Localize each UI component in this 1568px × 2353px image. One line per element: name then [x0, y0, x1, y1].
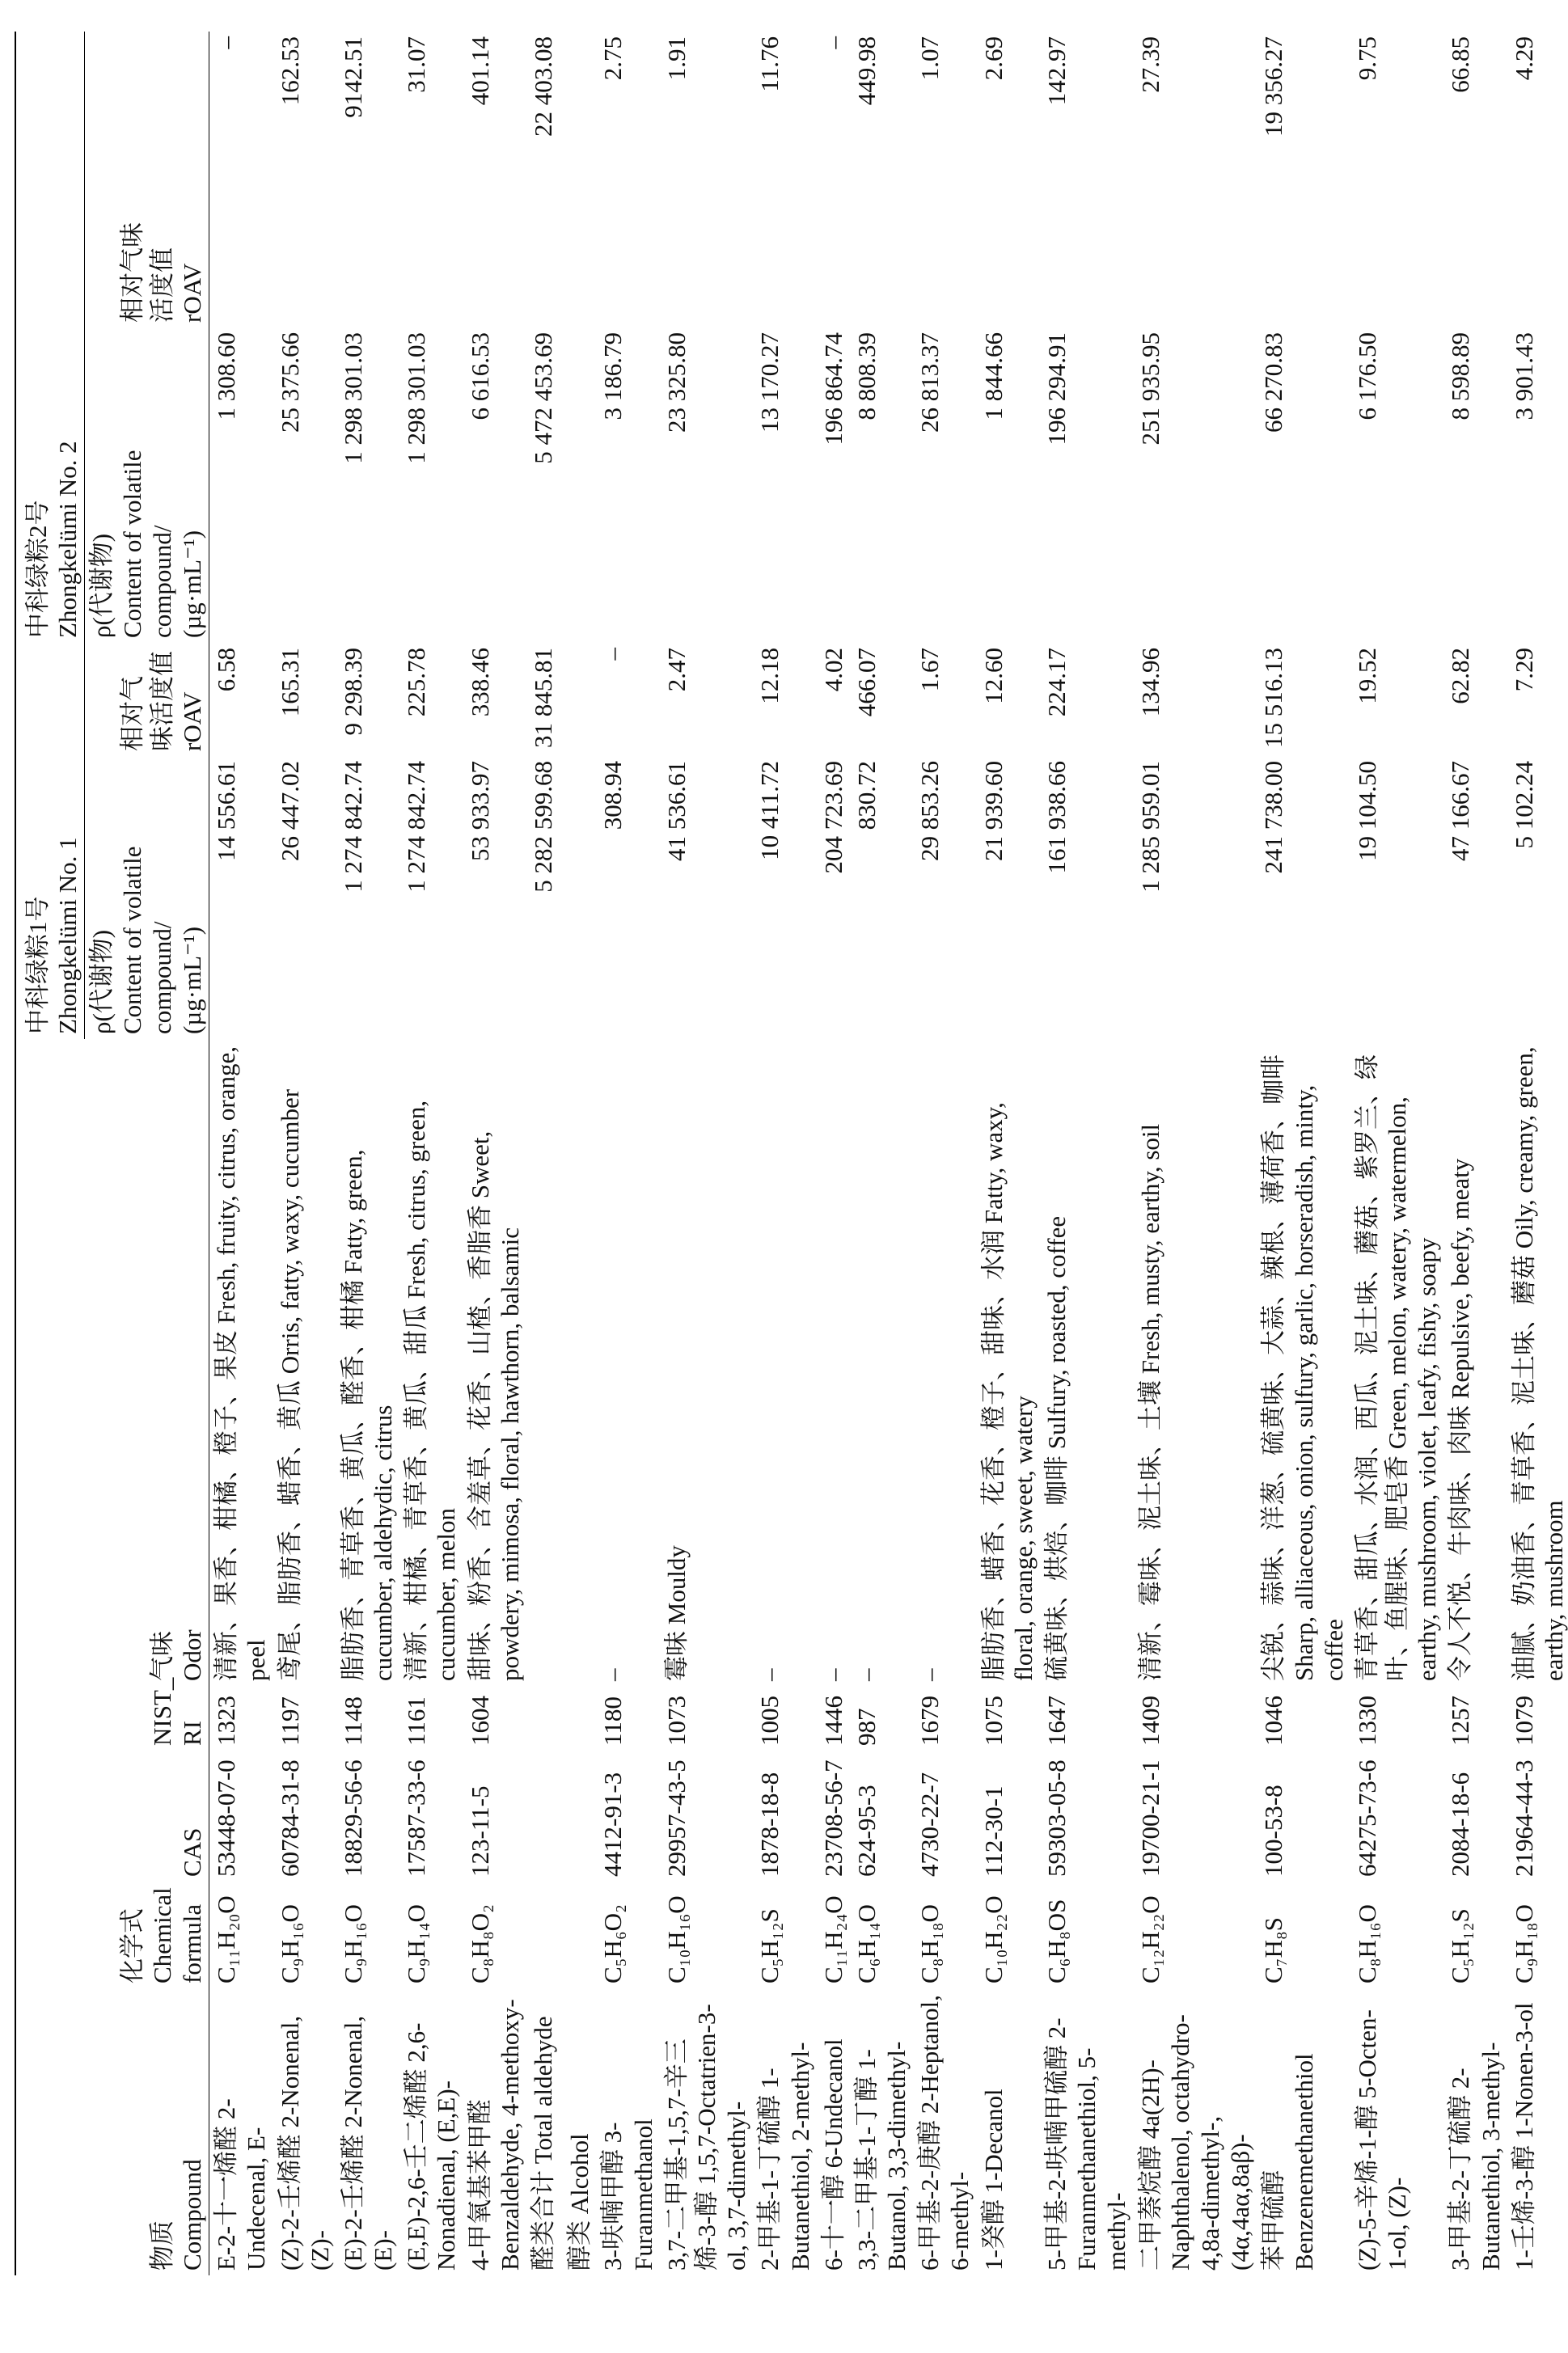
content-1-cell: 26 447.02: [275, 761, 304, 861]
ri-cell: 1409: [1135, 1696, 1164, 1746]
roav-2-cell: –: [212, 36, 241, 49]
roav-1-cell: 466.07: [852, 647, 881, 717]
odor-cell: –: [598, 1668, 628, 1681]
roav-1-cell: 6.58: [212, 647, 241, 692]
compound-cell: 5-甲基-2-呋喃甲硫醇 2-Furanmethanethiol, 5-methyl-: [1042, 2017, 1131, 2271]
compound-cell: 4-甲氧基苯甲醛 Benzaldehyde, 4-methoxy-: [465, 1999, 524, 2271]
formula-cell: C₅H₁₂S: [755, 1908, 784, 1983]
content-1-cell: 19 104.50: [1352, 761, 1381, 861]
content-1-cell: 10 411.72: [755, 761, 784, 860]
table-row: [1040, 32, 1134, 2275]
table-row: [913, 32, 976, 2275]
odor-cell: 清新、霉味、泥土味、土壤 Fresh, musty, earthy, soil: [1135, 1123, 1164, 1681]
formula-cell: C₇H₈S: [1259, 1917, 1288, 1983]
compound-cell: 1-癸醇 1-Decanol: [978, 2089, 1008, 2271]
formula-cell: C₉H₁₆O: [338, 1904, 367, 1983]
roav-1-cell: 31 845.81: [529, 647, 557, 748]
content-2-cell: 196 294.91: [1042, 332, 1071, 446]
roav-2-cell: 19 356.27: [1259, 36, 1288, 137]
formula-cell: C₈H₁₆O: [1352, 1904, 1381, 1983]
ri-cell: 1330: [1352, 1696, 1381, 1746]
table-row: [1443, 32, 1507, 2275]
odor-cell: 尖锐、蒜味、洋葱、硫黄味、大蒜、辣根、薄荷香、咖啡 Sharp, alliaceous, onion, sulfury, garlic, horseradish, minty, coffee: [1259, 1054, 1348, 1681]
table-header: [15, 32, 209, 2275]
ri-cell: 1075: [978, 1696, 1008, 1746]
roav-2-cell: 4.29: [1509, 36, 1538, 81]
content-2-cell: 1 298 301.03: [338, 332, 367, 464]
content-1-cell: 241 738.00: [1259, 761, 1288, 874]
cas-cell: 112-30-1: [978, 1785, 1008, 1877]
ri-cell: 1323: [212, 1696, 241, 1746]
cas-cell: 100-53-8: [1259, 1785, 1288, 1877]
roav-1-cell: 9 298.39: [338, 647, 367, 736]
compound-cell: 6-甲基-2-庚醇 2-Heptanol, 6-methyl-: [915, 1995, 974, 2271]
compound-cell: 3,7-二甲基-1,5,7-辛三烯-3-醇 1,5,7-Octatrien-3-ol, 3,7-dimethyl-: [661, 2004, 751, 2271]
cas-cell: 21964-44-3: [1509, 1759, 1538, 1877]
table-row: [596, 32, 659, 2275]
content-2-cell: 6 616.53: [465, 332, 494, 420]
table-row: [463, 32, 526, 2275]
content-2-cell: 1 844.66: [978, 332, 1008, 420]
odor-cell: 霉味 Mouldy: [661, 1545, 691, 1681]
ri-cell: 1446: [818, 1696, 847, 1746]
cas-cell: 23708-56-7: [818, 1759, 847, 1877]
ri-cell: 1647: [1042, 1696, 1071, 1746]
table-row: [1350, 32, 1444, 2275]
formula-cell: C₅H₁₂S: [1446, 1908, 1475, 1983]
content-1-cell: 830.72: [852, 761, 881, 830]
compound-cell: 醛类合计 Total aldehyde: [529, 2016, 557, 2271]
cas-cell: 1878-18-8: [755, 1772, 784, 1877]
content-2-cell: 66 270.83: [1259, 332, 1288, 433]
table-row: [753, 32, 816, 2275]
roav-2-cell: 449.98: [852, 36, 881, 106]
ri-cell: 1161: [402, 1696, 431, 1746]
ri-cell: 987: [852, 1708, 881, 1746]
formula-cell: C₅H₆O₂: [598, 1904, 628, 1983]
formula-cell: C₁₁H₂₀O: [212, 1895, 241, 1983]
roav-1-cell: 165.31: [275, 647, 304, 717]
roav-2-cell: 2.69: [978, 36, 1008, 81]
compound-cell: 3-呋喃甲醇 3-Furanmethanol: [598, 2119, 657, 2271]
table-row: [1507, 32, 1568, 2275]
header-content-2: ρ(代谢物) Content of volatile compound/ (µg·mL⁻¹): [87, 450, 206, 638]
compound-cell: 6-十一醇 6-Undecanol: [818, 2038, 847, 2271]
section-row: [560, 32, 596, 2275]
content-1-cell: 1 274 842.74: [402, 761, 431, 893]
ri-cell: 1604: [465, 1696, 494, 1746]
cas-cell: [526, 1751, 560, 1882]
odor-cell: –: [915, 1668, 945, 1681]
cas-cell: 4730-22-7: [915, 1772, 945, 1877]
content-2-cell: 3 186.79: [598, 332, 628, 420]
cas-cell: 4412-91-3: [598, 1772, 628, 1877]
cas-cell: 60784-31-8: [275, 1759, 304, 1877]
roav-1-cell: 62.82: [1446, 647, 1475, 704]
content-2-cell: 3 901.43: [1509, 332, 1538, 420]
content-1-cell: 204 723.69: [818, 761, 847, 874]
roav-2-cell: 401.14: [465, 36, 494, 106]
ri-cell: 1073: [661, 1696, 691, 1746]
content-1-cell: 47 166.67: [1446, 761, 1475, 861]
roav-1-cell: 7.29: [1509, 647, 1538, 692]
odor-cell: 脂肪香、青草香、黄瓜、醛香、柑橘 Fatty, green, cucumber, aldehydic, citrus: [338, 1149, 398, 1681]
odor-cell: –: [755, 1668, 784, 1681]
formula-cell: C₁₀H₁₆O: [661, 1895, 691, 1983]
ri-cell: 1046: [1259, 1696, 1288, 1746]
cas-cell: 59303-05-8: [1042, 1759, 1071, 1877]
content-1-cell: 14 556.61: [212, 761, 241, 861]
formula-cell: C₉H₁₆O: [275, 1904, 304, 1983]
header-compound: 物质 Compound: [147, 2159, 206, 2271]
roav-1-cell: 2.47: [661, 647, 691, 692]
ri-cell: 1180: [598, 1696, 628, 1746]
content-1-cell: 41 536.61: [661, 761, 691, 861]
ri-cell: 1079: [1509, 1696, 1538, 1746]
table-body: [209, 32, 1568, 2275]
formula-cell: [526, 1882, 560, 1988]
compound-cell: 二甲萘烷醇 4a(2H)-Naphthalenol, octahydro-4,8a-dimethyl-,(4α,4aα,8aβ)-: [1135, 2014, 1255, 2271]
roav-2-cell: –: [818, 36, 847, 49]
table-row: [273, 32, 336, 2275]
odor-cell: –: [818, 1668, 847, 1681]
cas-cell: 2084-18-6: [1446, 1772, 1475, 1877]
header-ri: NIST_ RI: [147, 1677, 206, 1746]
roav-1-cell: 19.52: [1352, 647, 1381, 704]
table-row: [850, 32, 913, 2275]
formula-cell: C₁₀H₂₂O: [978, 1895, 1008, 1983]
table-row: [977, 32, 1040, 2275]
compound-cell: 3,3-二甲基-1-丁醇 1-Butanol, 3,3-dimethyl-: [852, 2041, 911, 2271]
odor-cell: [526, 1039, 560, 1686]
cas-cell: 53448-07-0: [212, 1759, 241, 1877]
content-1-cell: 5 102.24: [1509, 761, 1538, 849]
cas-cell: 17587-33-6: [402, 1759, 431, 1877]
content-1-cell: 53 933.97: [465, 761, 494, 861]
content-2-cell: 13 170.27: [755, 332, 784, 433]
compound-cell: 1-壬烯-3-醇 1-Nonen-3-ol: [1509, 2002, 1538, 2271]
content-2-cell: 196 864.74: [818, 332, 847, 446]
roav-1-cell: 134.96: [1135, 647, 1164, 717]
volatile-compounds-table: [15, 32, 1568, 2275]
content-1-cell: 29 853.26: [915, 761, 945, 861]
roav-1-cell: 12.60: [978, 647, 1008, 704]
formula-cell: C₈H₁₈O: [915, 1904, 945, 1983]
formula-cell: C₈H₈O₂: [465, 1904, 494, 1983]
odor-cell: 鸢尾、脂肪香、蜡香、黄瓜 Orris, fatty, waxy, cucumber: [275, 1088, 304, 1681]
cas-cell: 64275-73-6: [1352, 1759, 1381, 1877]
cas-cell: 19700-21-1: [1135, 1759, 1164, 1877]
header-sample-2: 中科绿粽2号 Zhongkelümi No. 2: [15, 32, 85, 643]
table-row: [817, 32, 850, 2275]
compound-cell: (Z)-5-辛烯-1-醇 5-Octen-1-ol, (Z)-: [1352, 2009, 1412, 2271]
roav-1-cell: 12.18: [755, 647, 784, 704]
ri-cell: 1005: [755, 1696, 784, 1746]
cas-cell: 29957-43-5: [661, 1759, 691, 1877]
odor-cell: 清新、果香、柑橘、橙子、果皮 Fresh, fruity, citrus, orange, peel: [212, 1046, 271, 1681]
content-1-cell: 308.94: [598, 761, 628, 830]
content-2-cell: 1 308.60: [212, 332, 241, 420]
compound-cell: (E,E)-2,6-壬二烯醛 2,6-Nonadienal, (E,E)-: [402, 2022, 461, 2271]
roav-1-cell: 4.02: [818, 647, 847, 692]
content-2-cell: 8 808.39: [852, 332, 881, 420]
formula-cell: C₆H₈OS: [1042, 1899, 1071, 1983]
roav-1-cell: 1.67: [915, 647, 945, 692]
roav-1-cell: 224.17: [1042, 647, 1071, 717]
roav-1-cell: 15 516.13: [1259, 647, 1288, 748]
odor-cell: 硫黄味、烘焙、咖啡 Sulfury, roasted, coffee: [1042, 1215, 1071, 1681]
ri-cell: 1679: [915, 1696, 945, 1746]
table-row: [1257, 32, 1350, 2275]
compound-cell: 2-甲基-1-丁硫醇 1-Butanethiol, 2-methyl-: [755, 2042, 814, 2271]
table-row: [660, 32, 754, 2275]
table-row: [399, 32, 463, 2275]
odor-cell: 清新、柑橘、青草香、黄瓜、甜瓜 Fresh, citrus, green, cucumber, melon: [402, 1100, 461, 1681]
content-2-cell: 1 298 301.03: [402, 332, 431, 464]
formula-cell: C₁₂H₂₂O: [1135, 1895, 1164, 1983]
compound-cell: 苯甲硫醇 Benzenemethanethiol: [1259, 2053, 1318, 2271]
header-odor: 气味 Odor: [147, 1629, 206, 1681]
cas-cell: 123-11-5: [465, 1785, 494, 1877]
odor-cell: 甜味、粉香、含羞草、花香、山楂、香脂香 Sweet, powdery, mimosa, floral, hawthorn, balsamic: [465, 1130, 524, 1681]
odor-cell: –: [852, 1668, 881, 1681]
content-2-cell: 251 935.95: [1135, 332, 1164, 446]
roav-2-cell: 66.85: [1446, 36, 1475, 93]
roav-1-cell: 338.46: [465, 647, 494, 717]
roav-2-cell: 22 403.08: [529, 36, 557, 137]
odor-cell: 油腻、奶油香、青草香、泥土味、蘑菇 Oily, creamy, green, earthy, mushroom: [1509, 1046, 1568, 1681]
compound-cell: 3-甲基-2-丁硫醇 2-Butanethiol, 3-methyl-: [1446, 2042, 1505, 2271]
roav-2-cell: 162.53: [275, 36, 304, 106]
roav-1-cell: 225.78: [402, 647, 431, 717]
roav-2-cell: 1.07: [915, 36, 945, 81]
ri-cell: 1197: [275, 1696, 304, 1746]
content-1-cell: 1 274 842.74: [338, 761, 367, 893]
content-1-cell: 21 939.60: [978, 761, 1008, 861]
compound-cell: (E)-2-壬烯醛 2-Nonenal, (E)-: [338, 2015, 398, 2271]
header-roav-1: 相对气 味活度值 rOAV: [117, 651, 206, 751]
odor-cell: 令人不悦、牛肉味、肉味 Repulsive, beefy, meaty: [1446, 1158, 1475, 1681]
content-2-cell: 8 598.89: [1446, 332, 1475, 420]
cas-cell: 18829-56-6: [338, 1759, 367, 1877]
compound-cell: E-2-十一烯醛 2-Undecenal, E-: [212, 2098, 271, 2271]
content-2-cell: 26 813.37: [915, 332, 945, 433]
formula-cell: C₉H₁₈O: [1509, 1904, 1538, 1983]
section-label: 醇类 Alcohol: [565, 2133, 594, 2271]
header-formula: 化学式 Chemical formula: [117, 1887, 206, 1983]
formula-cell: C₁₁H₂₄O: [818, 1895, 847, 1983]
content-2-cell: 6 176.50: [1352, 332, 1381, 420]
roav-2-cell: 27.39: [1135, 36, 1164, 93]
header-roav-2: 相对气味 活度值 rOAV: [117, 222, 206, 323]
odor-cell: 青草香、甜瓜、水润、西瓜、泥土味、蘑菇、紫罗兰、绿叶、鱼腥味、肥皂香 Green, melon, watery, watermelon, earthy, mushroom, violet, leafy, fishy, soapy: [1352, 1054, 1442, 1681]
table-row: [209, 32, 273, 2275]
roav-2-cell: 1.91: [661, 36, 691, 81]
table-row: [336, 32, 399, 2275]
odor-cell: 脂肪香、蜡香、花香、橙子、甜味、水润 Fatty, waxy, floral, orange, sweet, watery: [978, 1102, 1038, 1681]
header-cas: CAS: [177, 1827, 206, 1877]
content-1-cell: 5 282 599.68: [529, 761, 557, 893]
roav-2-cell: 31.07: [402, 36, 431, 93]
ri-cell: 1257: [1446, 1696, 1475, 1746]
ri-cell: [526, 1686, 560, 1751]
roav-2-cell: 9.75: [1352, 36, 1381, 81]
header-content-1: ρ(代谢物) Content of volatile compound/ (µg·mL⁻¹): [87, 846, 206, 1034]
formula-cell: C₉H₁₄O: [402, 1904, 431, 1983]
content-2-cell: 25 375.66: [275, 332, 304, 433]
content-1-cell: 1 285 959.01: [1135, 761, 1164, 893]
roav-2-cell: 9142.51: [338, 36, 367, 118]
cas-cell: 624-95-3: [852, 1785, 881, 1877]
content-1-cell: 161 938.66: [1042, 761, 1071, 874]
compound-cell: (Z)-2-壬烯醛 2-Nonenal, (Z)-: [275, 2015, 334, 2271]
table-row: [1134, 32, 1257, 2275]
table-row: [526, 32, 560, 2275]
header-sample-1: 中科绿粽1号 Zhongkelümi No. 1: [15, 643, 85, 1039]
ri-cell: 1148: [338, 1696, 367, 1746]
content-2-cell: 5 472 453.69: [529, 332, 557, 464]
roav-2-cell: 142.97: [1042, 36, 1071, 106]
roav-2-cell: 2.75: [598, 36, 628, 81]
content-2-cell: 23 325.80: [661, 332, 691, 433]
roav-1-cell: –: [598, 647, 628, 661]
roav-2-cell: 11.76: [755, 36, 784, 92]
formula-cell: C₆H₁₄O: [852, 1904, 881, 1983]
